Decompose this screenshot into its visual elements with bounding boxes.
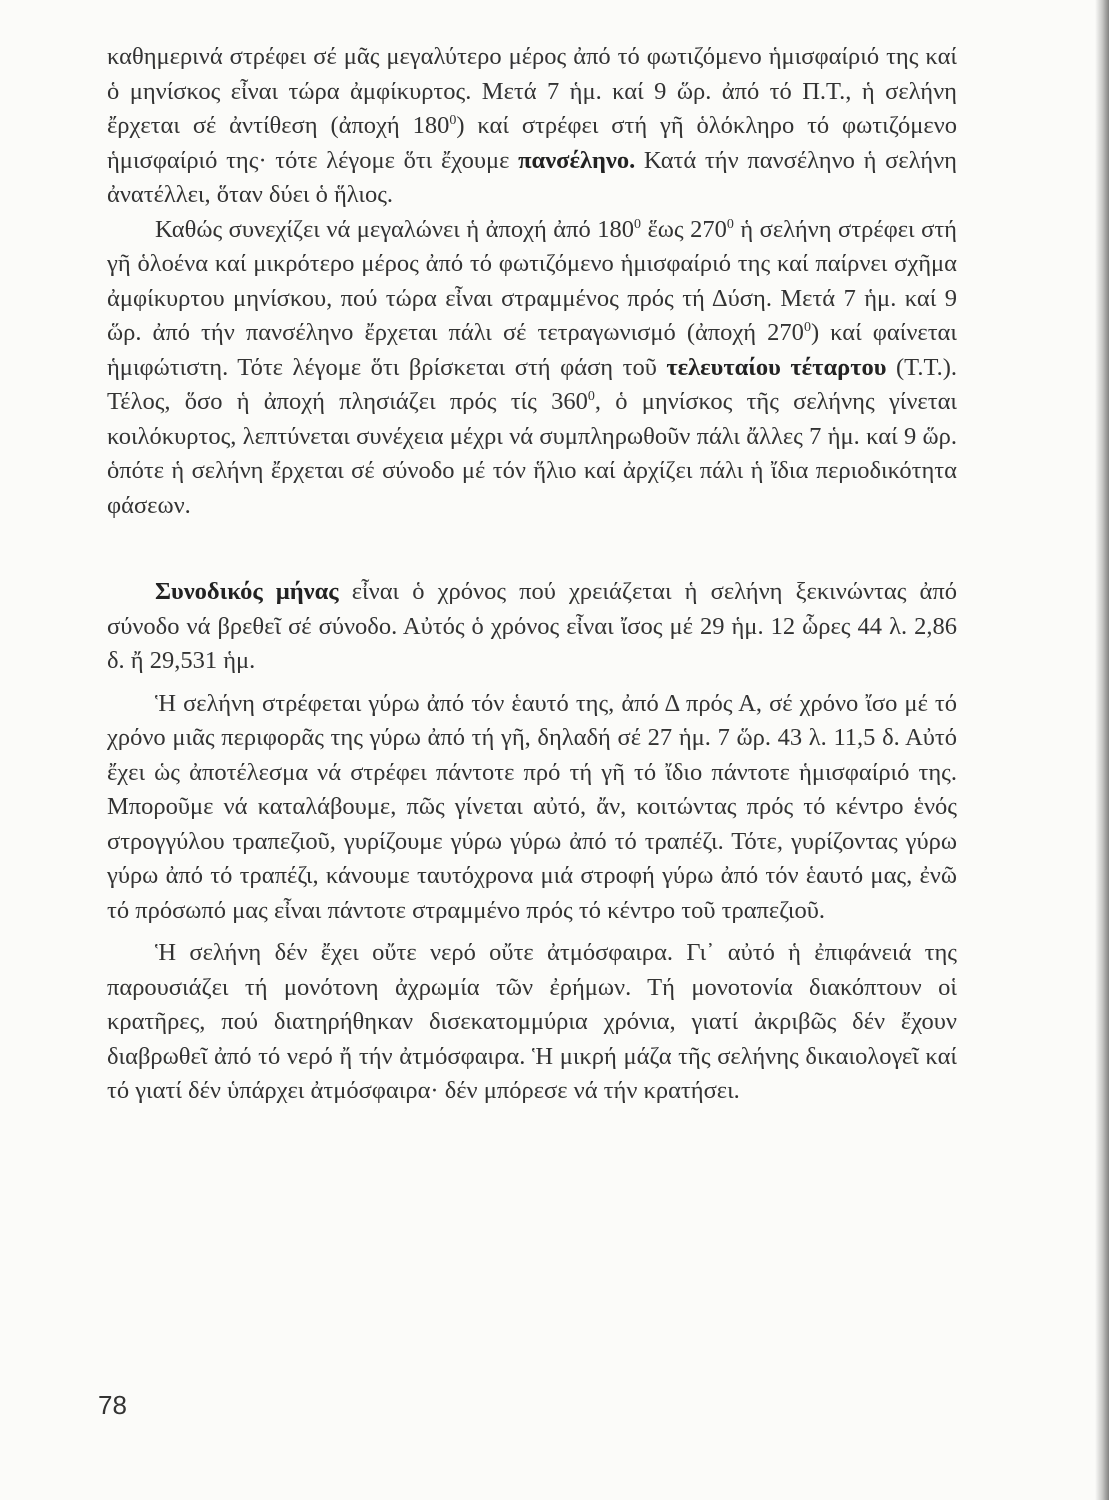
body-text xyxy=(107,40,957,1109)
term-synodic-month: Συνοδικός μήνας xyxy=(155,578,339,605)
paragraph-synodic-month: Συνοδικός μήνας εἶναι ὁ χρόνος πού χρειάζεται ἡ σελήνη ξεκινώντας ἀπό σύνοδο νά βρεθεῖ σέ σύνοδο. Αὐτός ὁ χρόνος εἶναι ἴσος μέ 29 ἡμ. 12 ὧρες 44 λ. 2,86 δ. ἤ 29,531 ἡμ. xyxy=(107,578,958,674)
section-gap xyxy=(107,523,957,575)
paragraph-rotation: Ἡ σελήνη στρέφεται γύρω ἀπό τόν ἑαυτό της, ἀπό Δ πρός Α, σέ χρόνο ἴσο μέ τό χρόνο μιᾶς περιφορᾶς της γύρω ἀπό τή γῆ, δηλαδή σέ 27 ἡμ. 7 ὥρ. 43 λ. 11,5 δ. Αὐτό ἔχει ὡς ἀποτέλεσμα νά στρέφει πάντοτε πρό τή γῆ τό ἴδιο πάντοτε ἡμισφαίριό της. Μποροῦμε νά καταλάβουμε, πῶς γίνεται αὐτό, ἄν, κοιτώντας πρός τό κέντρο ἑνός στρογγύλου τραπεζιοῦ, γυρίζουμε γύρω γύρω ἀπό τό τραπέζι. Τότε, γυρίζοντας γύρω γύρω ἀπό τό τραπέζι, κάνουμε ταυτόχρονα μιά στροφή γύρω ἀπό τόν ἑαυτό μας, ἐνῶ τό πρόσωπό μας εἶναι πάντοτε στραμμένο πρός τό κέντρο τοῦ τραπεζιοῦ. xyxy=(107,689,957,924)
paragraph-full-moon: καθημερινά στρέφει σέ μᾶς μεγαλύτερο μέρος ἀπό τό φωτιζόμενο ἡμισφαίριό της καί ὁ μηνίσκος εἶναι τώρα ἀμφίκυρτος. Μετά 7 ἡμ. καί 9 ὥρ. ἀπό τό Π.Τ., ἡ σελήνη ἔρχεται σέ ἀντίθεση (ἀποχή $180^0$) καί στρέφει στή γῆ ὁλόκληρο τό φωτιζόμενο ἡμισφαίριό της· τότε λέγομε ὅτι ἔχουμε πανσέληνο. Κατά τήν πανσέληνο ἡ σελήνη ἀνατέλλει, ὅταν δύει ὁ ἥλιος. xyxy=(107,43,958,208)
paragraph-no-atmosphere: Ἡ σελήνη δέν ἔχει οὔτε νερό οὔτε ἀτμόσφαιρα. Γι᾽ αὐτό ἡ ἐπιφάνειά της παρουσιάζει τή μονότονη ἀχρωμία τῶν ἐρήμων. Τή μονοτονία διακόπτουν οἱ κρατῆρες, πού διατηρήθηκαν δισεκατομμύρια χρόνια, γιατί ἀκριβῶς δέν ἔχουν διαβρωθεῖ ἀπό τό νερό ἤ τήν ἀτμόσφαιρα. Ἡ μικρή μάζα τῆς σελήνης δικαιολογεῖ καί τό γιατί δέν ὑπάρχει ἀτμόσφαιρα· δέν μπόρεσε νά τήν κρατήσει. xyxy=(107,939,957,1104)
page-number: 78 xyxy=(98,1390,127,1420)
paragraph-last-quarter: Καθώς συνεχίζει νά μεγαλώνει ἡ ἀποχή ἀπό $180^0$ ἕως $270^0$ ἡ σελήνη στρέφει στή γῆ ὁλοένα καί μικρότερο μέρος ἀπό τό φωτιζόμενο ἡμισφαίριό της καί παίρνει σχῆμα ἀμφίκυρτου μηνίσκου, πού τώρα εἶναι στραμμένος πρός τή Δύση. Μετά 7 ἡμ. καί 9 ὥρ. ἀπό τήν πανσέληνο ἔρχεται πάλι σέ τετραγωνισμό (ἀποχή $270^0$) καί φαίνεται ἡμιφώτιστη. Τότε λέγομε ὅτι βρίσκεται στή φάση τοῦ τελευταίου τέταρτου (Τ.Τ.). Τέλος, ὅσο ἡ ἀποχή πλησιάζει πρός τίς $360^0$, ὁ μηνίσκος τῆς σελήνης γίνεται κοιλόκυρτος, λεπτύνεται συνέχεια μέχρι νά συμπληρωθοῦν πάλι ἄλλες 7 ἡμ. καί 9 ὥρ. ὁπότε ἡ σελήνη ἔρχεται σέ σύνοδο μέ τόν ἥλιο καί ἀρχίζει πάλι ἡ ἴδια περιοδικότητα φάσεων. xyxy=(107,215,957,519)
term-last-quarter: τελευταίου τέταρτου xyxy=(666,353,887,381)
page-binding-shadow xyxy=(1095,0,1109,1500)
term-full-moon: πανσέληνο. xyxy=(518,146,636,174)
